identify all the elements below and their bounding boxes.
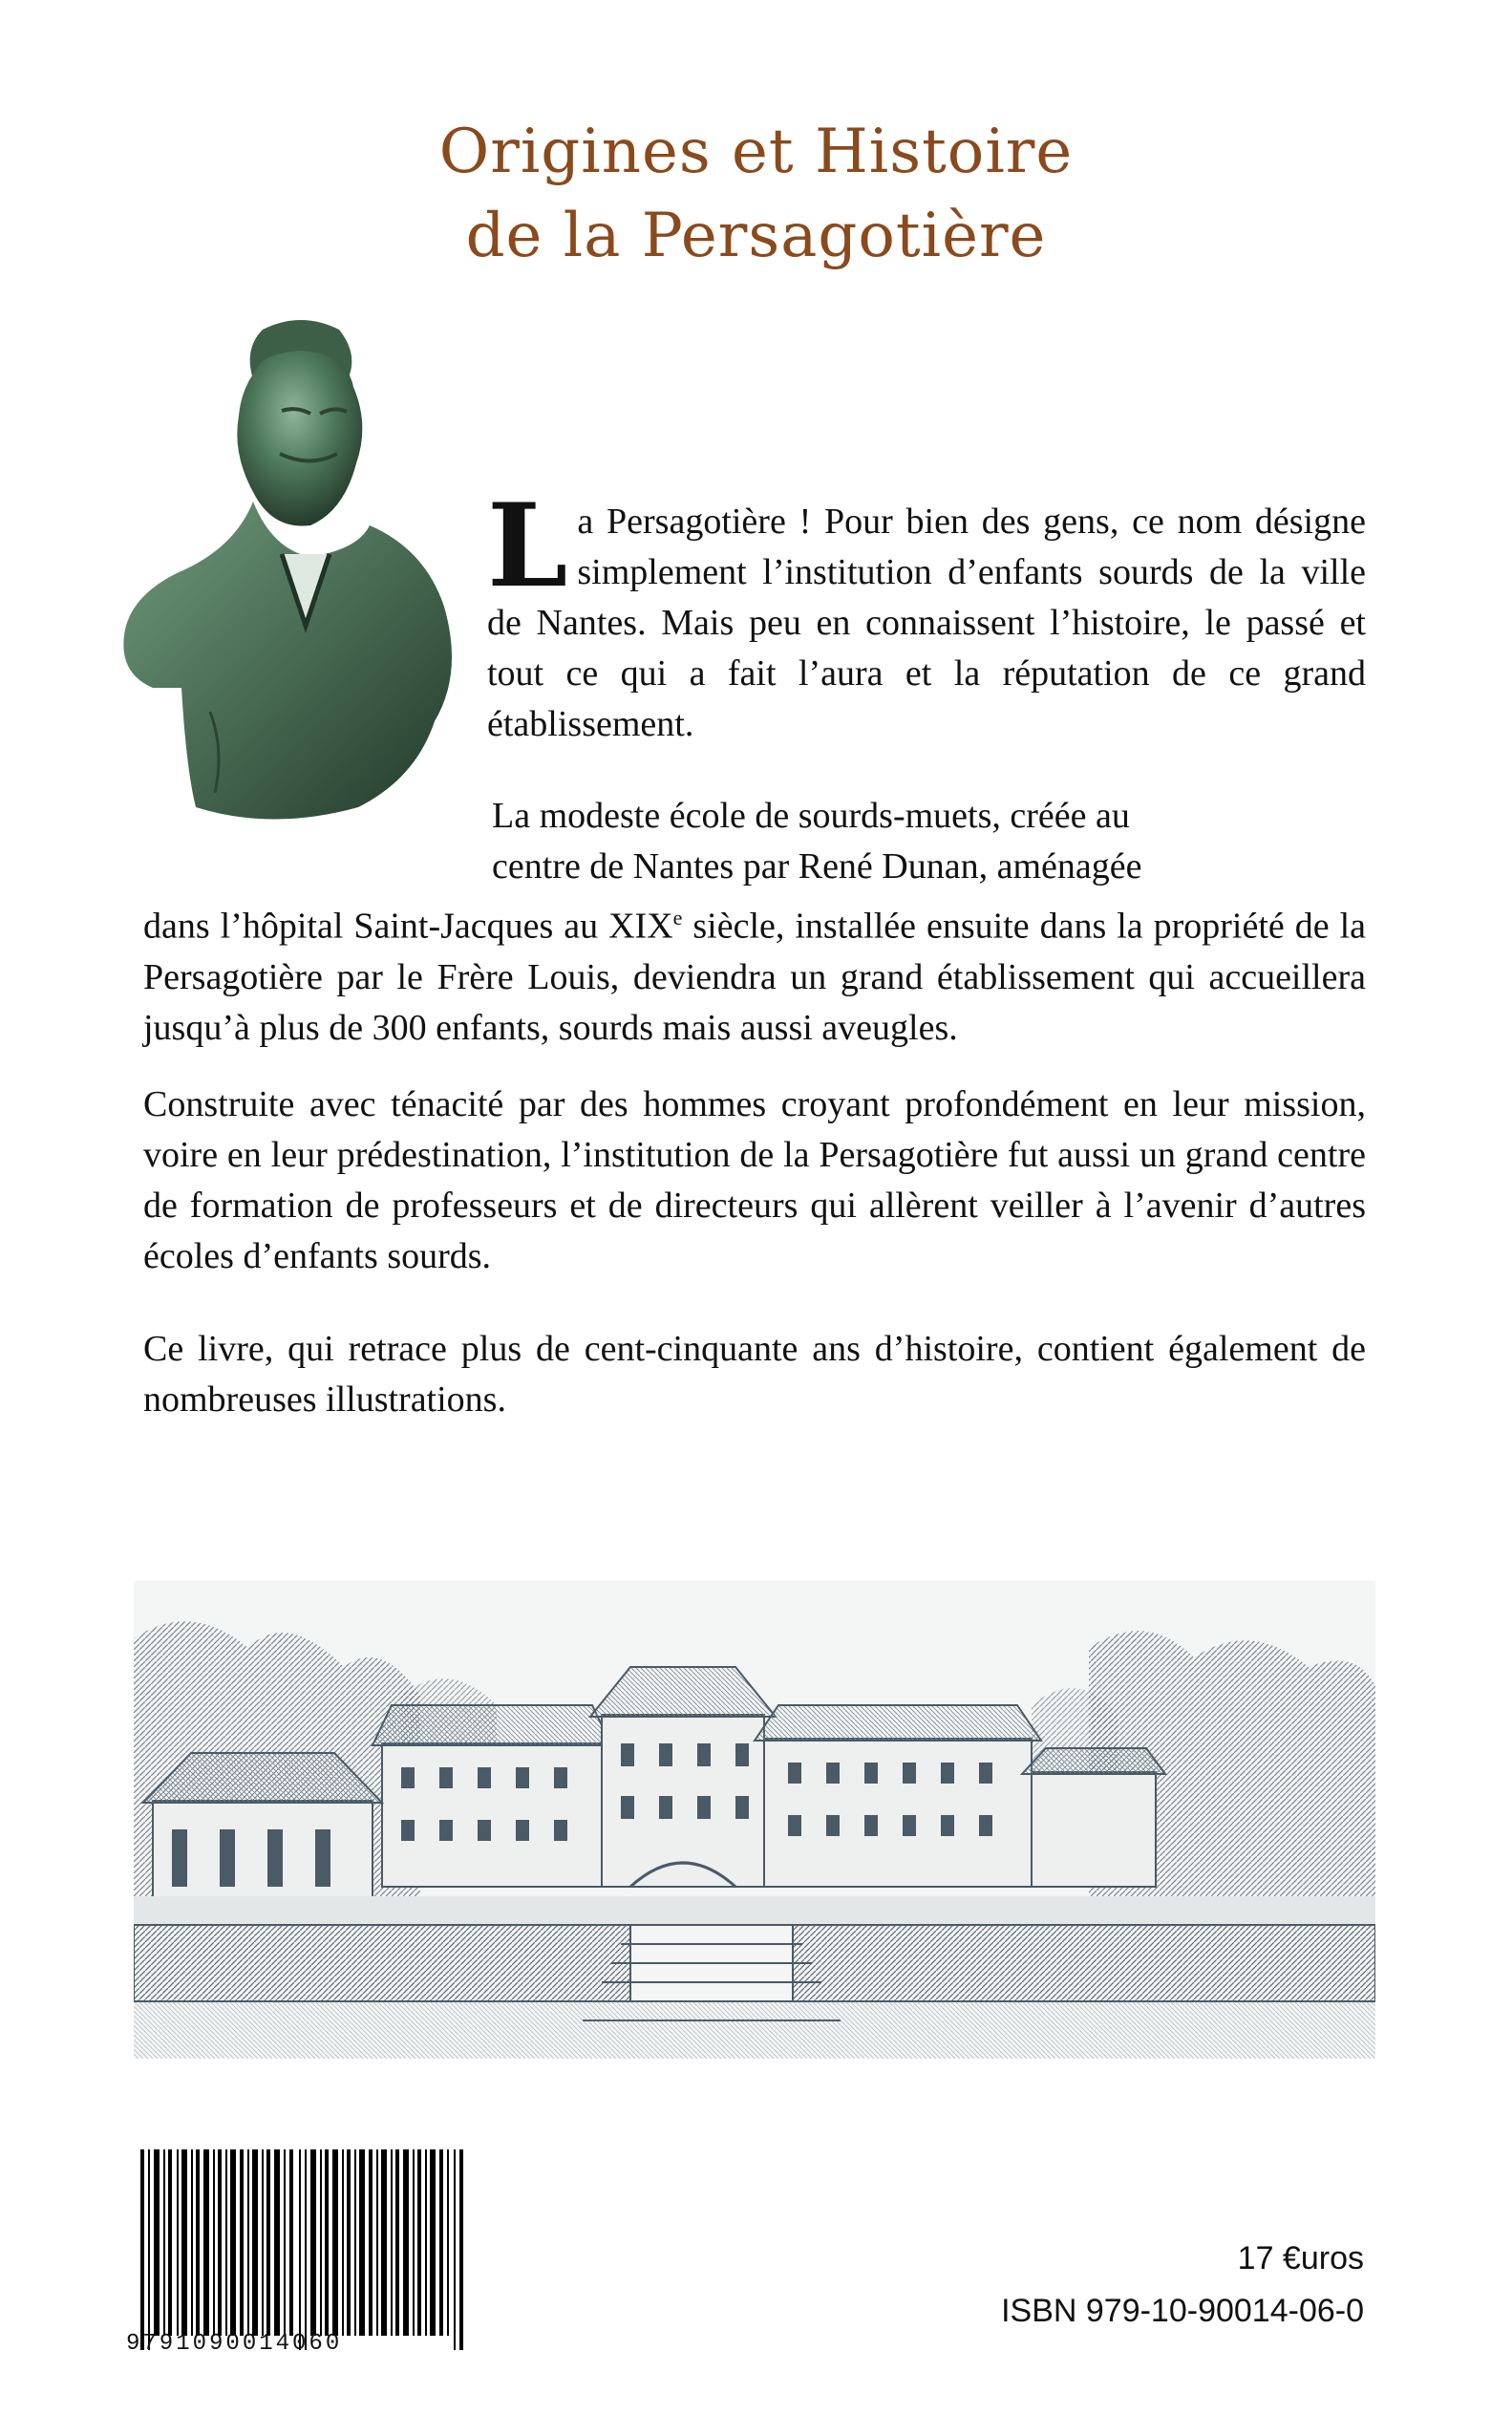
drop-cap: L: [487, 479, 568, 613]
paragraph-2-rest-2: siècle, installée ensuite dans la propriété de la Persagotière par le Frère Louis, deviendra un grand établissement qui accueillera jusqu’à plus de 300 enfants, sourds mais aussi aveugles.: [143, 906, 1366, 1048]
paragraph-2-line-2: centre de Nantes par René Dunan, aménagée: [492, 846, 1142, 887]
paragraph-4: Ce livre, qui retrace plus de cent-cinquante ans d’histoire, contient également de nombreuses illustrations.: [143, 1329, 1366, 1420]
intro-paragraph: [487, 479, 1366, 750]
title-line-2: de la Persagotière: [465, 201, 1047, 271]
price: 17 €uros: [1237, 2240, 1364, 2276]
title-line-1: Origines et Histoire: [438, 117, 1074, 187]
barcode-image: [138, 2149, 468, 2350]
intro-text: a Persagotière ! Pour bien des gens, ce nom désigne simplement l’institution d’enfants sourds de la ville de Nantes. Mais peu en connaissent l’histoire, le passé et tout ce qui a fait l’aura et la réputation de ce grand établissement.: [487, 502, 1366, 744]
paragraph-2-rest: dans l’hôpital Saint-Jacques au XIX: [143, 906, 673, 947]
engraving-illustration: [134, 1581, 1375, 2059]
superscript-e: e: [672, 906, 683, 930]
paragraph-3: Construite avec ténacité par des hommes croyant profondément en leur mission, voire en leur prédestination, l’institution de la Persagotière fut aussi un grand centre de formation de professeurs et de directeurs qui allèrent veiller à l’avenir d’autres écoles d’enfants sourds.: [143, 1084, 1366, 1276]
isbn: ISBN 979-10-90014-06-0: [1001, 2293, 1364, 2329]
paragraph-2: [143, 791, 1366, 1054]
bronze-bust-image: [119, 310, 473, 836]
book-title: [0, 110, 1512, 278]
paragraph-2-line-1: La modeste école de sourds-muets, créée au: [492, 796, 1130, 836]
barcode-digits: 9791090014060: [126, 2331, 343, 2357]
